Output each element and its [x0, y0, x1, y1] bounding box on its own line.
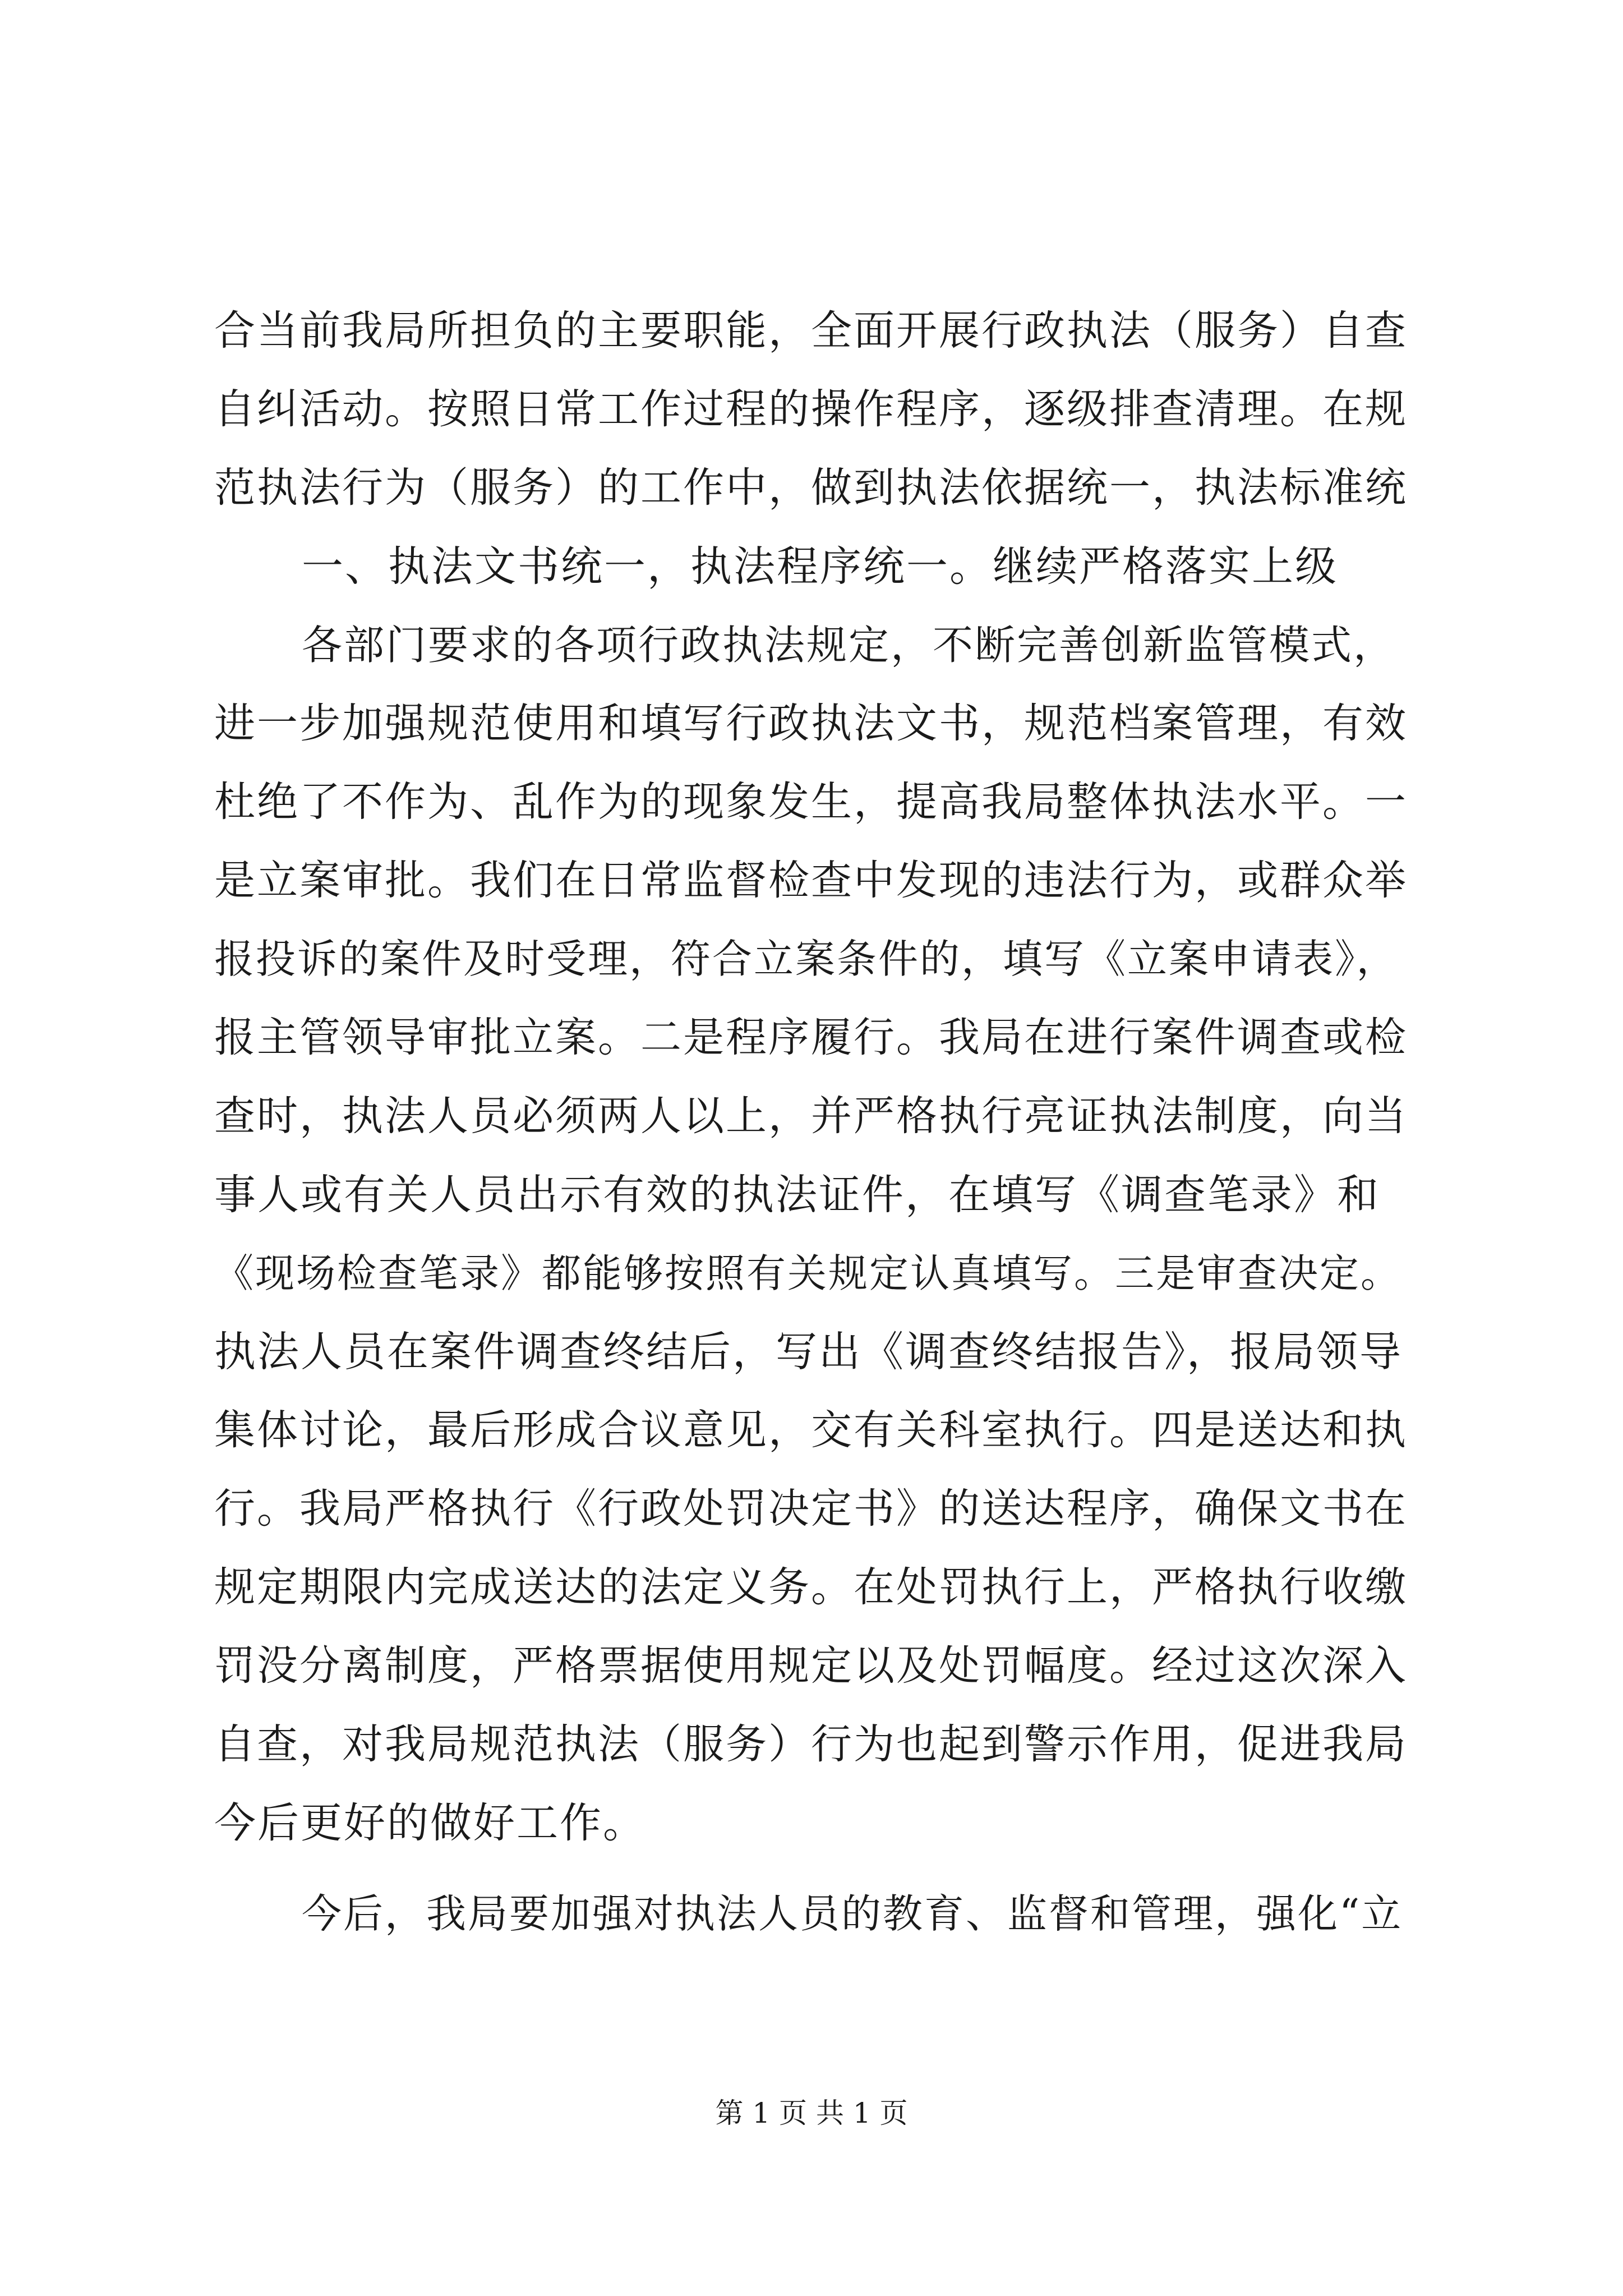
text-line: 报投诉的案件及时受理，符合立案条件的，填写《立案申请表》， [214, 936, 1398, 982]
text-line: 执法人员在案件调查终结后，写出《调查终结报告》，报局领导 [214, 1328, 1403, 1376]
text-line: 今后更好的做好工作。 [214, 1799, 646, 1847]
text-line: 一、执法文书统一，执法程序统一。继续严格落实上级 [302, 542, 1338, 591]
text-line: 自纠活动。按照日常工作过程的操作程序，逐级排查清理。在规 [214, 385, 1408, 433]
paragraph-first-line: 今后，我局要加强对执法人员的教育、监督和管理，强化“立 [302, 1890, 1403, 1937]
text-line: 杜绝了不作为、乱作为的现象发生，提高我局整体执法水平。一 [214, 778, 1408, 826]
text-line: 集体讨论，最后形成合议意见，交有关科室执行。四是送达和执 [214, 1406, 1408, 1454]
text-line: 是立案审批。我们在日常监督检查中发现的违法行为，或群众举 [214, 857, 1408, 904]
text-line: 进一步加强规范使用和填写行政执法文书，规范档案管理，有效 [214, 700, 1408, 747]
page-number-footer: 第 1 页 共 1 页 [715, 2097, 908, 2129]
text-line: 规定期限内完成送达的法定义务。在处罚执行上，严格执行收缴 [214, 1563, 1408, 1611]
paragraph-first-line: 各部门要求的各项行政执法规定，不断完善创新监管模式， [302, 622, 1396, 669]
text-line: 行。我局严格执行《行政处罚决定书》的送达程序，确保文书在 [214, 1485, 1408, 1533]
text-line: 事人或有关人员出示有效的执法证件，在填写《调查笔录》和 [214, 1171, 1380, 1219]
text-line: 《现场检查笔录》都能够按照有关规定认真填写。三是审查决定。 [214, 1250, 1401, 1296]
text-line: 范执法行为（服务）的工作中，做到执法依据统一，执法标准统 [214, 464, 1408, 512]
text-line: 查时，执法人员必须两人以上，并严格执行亮证执法制度，向当 [214, 1092, 1408, 1140]
text-line: 罚没分离制度，严格票据使用规定以及处罚幅度。经过这次深入 [214, 1642, 1408, 1690]
text-line: 报主管领导审批立案。二是程序履行。我局在进行案件调查或检 [214, 1014, 1408, 1061]
text-line: 合当前我局所担负的主要职能，全面开展行政执法（服务）自查 [214, 307, 1408, 355]
text-line: 自查，对我局规范执法（服务）行为也起到警示作用，促进我局 [214, 1720, 1408, 1768]
